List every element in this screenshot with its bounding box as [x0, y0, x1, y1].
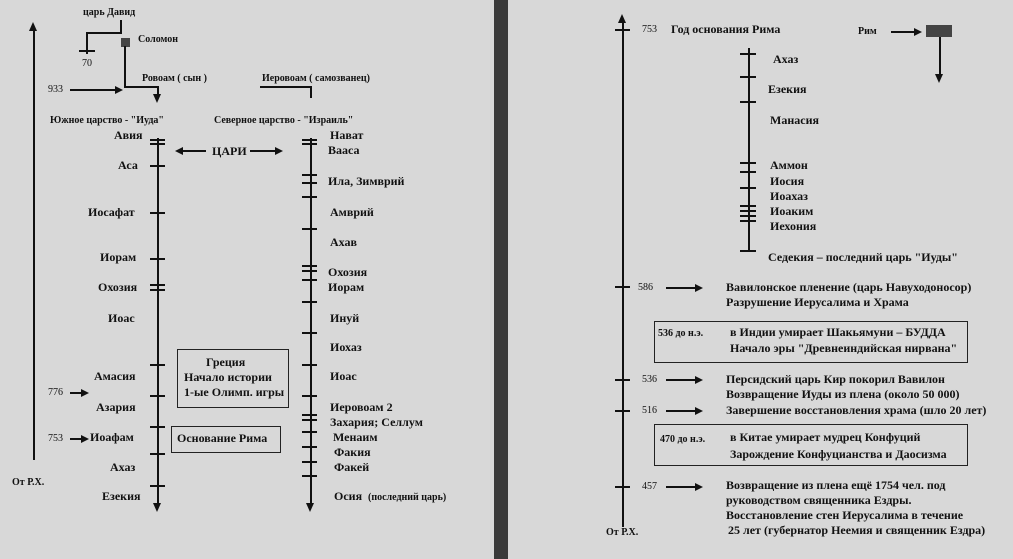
judah-axis	[157, 138, 159, 504]
arrow-536-head	[695, 376, 703, 384]
rome-marker	[926, 25, 952, 37]
label-457: 457	[642, 481, 657, 492]
rome-founding: Год основания Рима	[671, 22, 781, 36]
israel-tick-4b	[302, 270, 317, 272]
israel-tick-5	[302, 279, 317, 281]
line-david-h	[86, 32, 122, 34]
judah-tick-3	[150, 258, 165, 260]
judah-tick-7	[150, 426, 165, 428]
hosea-note: (последний царь)	[368, 492, 447, 503]
label-ierovoam: Иеровоам ( самозванец)	[262, 73, 370, 84]
judah-king-6: Амасия	[94, 369, 136, 383]
label-ad-right: От Р.Х.	[606, 527, 639, 538]
late-tick-3a	[740, 162, 756, 164]
judah-tick-2	[150, 212, 165, 214]
arrow-586-head	[695, 284, 703, 292]
israel-king-11: Захария; Селлум	[330, 415, 423, 429]
israel-tick-3	[302, 228, 317, 230]
label-rome: Рим	[858, 26, 877, 37]
label-ad-left: От Р.Х.	[12, 477, 45, 488]
label-776: 776	[48, 387, 63, 398]
event-536-line-1: Возвращение Иуды из плена (около 50 000)	[726, 387, 960, 401]
arrow-586-line	[666, 287, 696, 289]
rome-down-arrow	[935, 74, 943, 83]
tick-516	[615, 410, 630, 412]
event-457-line-3: 25 лет (губернатор Неемия и священник Ездра)	[728, 523, 986, 537]
israel-tick-9	[302, 395, 317, 397]
kings-arrow-right	[275, 147, 283, 155]
arrow-753-head	[81, 435, 89, 443]
right-timeline-panel	[508, 0, 1013, 559]
israel-tick-12a	[302, 446, 317, 448]
event-586-line-1: Разрушение Иерусалима и Храма	[726, 295, 909, 309]
israel-tick-0a	[302, 139, 317, 141]
label-516: 516	[642, 405, 657, 416]
line-david	[120, 20, 122, 32]
judah-king-7: Азария	[96, 400, 136, 414]
event-586-line-0: Вавилонское пленение (царь Навуходоносор)	[726, 280, 972, 294]
late-king-1: Езекия	[768, 82, 807, 96]
rome-arrow-line	[891, 31, 915, 33]
israel-king-15: Осия	[334, 489, 363, 503]
line-ierovoam-v	[310, 86, 312, 98]
buddha-box-label: 536 до н.э.	[658, 328, 704, 339]
late-tick-5a	[740, 205, 756, 207]
israel-tick-1b	[302, 182, 317, 184]
israel-king-8: Иохаз	[330, 340, 362, 354]
line-solomon	[124, 46, 126, 86]
arrow-933-line	[70, 89, 116, 91]
axis-arrow-up	[29, 22, 37, 31]
judah-king-3: Иорам	[100, 250, 137, 264]
judah-king-0: Авия	[114, 128, 143, 142]
rome-down-line	[939, 37, 941, 75]
late-king-0: Ахаз	[773, 52, 799, 66]
judah-tick-5	[150, 364, 165, 366]
israel-tick-0b	[302, 143, 317, 145]
israel-tick-10a	[302, 414, 317, 416]
judah-axis-arrow	[153, 503, 161, 512]
israel-king-0: Нават	[330, 128, 364, 142]
event-536-line-0: Персидский царь Кир покорил Вавилон	[726, 372, 945, 386]
judah-tick-4a	[150, 284, 165, 286]
tick-536	[615, 379, 630, 381]
late-tick-6a	[740, 215, 756, 217]
tick-753-right	[615, 29, 630, 31]
judah-tick-0b	[150, 143, 165, 145]
event-457-line-2: Восстановление стен Иерусалима в течение	[726, 508, 964, 522]
line-split	[124, 86, 158, 88]
israel-king-4: Ахав	[330, 235, 357, 249]
israel-king-9: Иоас	[330, 369, 357, 383]
israel-tick-6	[302, 301, 317, 303]
tick-70	[79, 50, 95, 52]
judah-king-1: Аса	[118, 158, 138, 172]
label-753-left: 753	[48, 433, 63, 444]
israel-tick-12b	[302, 461, 317, 463]
judah-king-4: Охозия	[98, 280, 138, 294]
rome-arrow-head	[914, 28, 922, 36]
line-ierovoam	[260, 86, 310, 88]
late-tick-0	[740, 53, 756, 55]
judah-king-9: Ахаз	[110, 460, 136, 474]
sedekia: Седекия – последний царь "Иуды"	[768, 250, 958, 264]
label-753-right: 753	[642, 24, 657, 35]
greece-line-0: Греция	[206, 355, 246, 369]
israel-king-14: Факей	[334, 460, 370, 474]
confucius-box-label: 470 до н.э.	[660, 434, 706, 445]
greece-line-2: 1-ые Олимп. игры	[184, 385, 285, 399]
label-david: царь Давид	[83, 7, 136, 18]
solomon-marker	[121, 38, 130, 47]
israel-king-3: Амврий	[330, 205, 374, 219]
axis-arrow-up-right	[618, 14, 626, 23]
panel-divider	[494, 0, 508, 559]
judah-king-10: Езекия	[102, 489, 141, 503]
israel-tick-10b	[302, 419, 317, 421]
label-kings: ЦАРИ	[212, 144, 247, 158]
label-536: 536	[642, 374, 657, 385]
israel-axis-arrow	[306, 503, 314, 512]
israel-king-5: Охозия	[328, 265, 368, 279]
event-457-line-0: Возвращение из плена ещё 1754 чел. под	[726, 478, 946, 492]
late-king-4: Иосия	[770, 174, 805, 188]
label-rovoam: Ровоам ( сын )	[142, 73, 207, 84]
israel-tick-14	[302, 475, 317, 477]
main-axis-left	[33, 30, 35, 460]
late-king-3: Аммон	[770, 158, 808, 172]
tick-586	[615, 286, 630, 288]
late-king-6: Иоаким	[770, 204, 814, 218]
label-586: 586	[638, 282, 653, 293]
rome-box-text: Основание Рима	[177, 431, 268, 445]
israel-tick-11	[302, 431, 317, 433]
late-tick-1	[740, 76, 756, 78]
judah-king-5: Иоас	[108, 311, 135, 325]
late-king-2: Манасия	[770, 113, 819, 127]
israel-king-12: Менаим	[333, 430, 378, 444]
late-tick-6b	[740, 220, 756, 222]
judah-tick-8	[150, 453, 165, 455]
greece-line-1: Начало истории	[184, 370, 272, 384]
label-solomon: Соломон	[138, 34, 178, 45]
judah-tick-9	[150, 485, 165, 487]
arrow-516-line	[666, 410, 696, 412]
tick-457	[615, 486, 630, 488]
judah-tick-1	[150, 165, 165, 167]
judah-tick-4b	[150, 289, 165, 291]
israel-king-1: Вааса	[328, 143, 360, 157]
late-tick-7	[740, 250, 756, 252]
israel-king-7: Инуй	[330, 311, 360, 325]
arrow-457-line	[666, 486, 696, 488]
israel-tick-8	[302, 364, 317, 366]
israel-king-6: Иорам	[328, 280, 365, 294]
event-516: Завершение восстановления храма (шло 20 лет)	[726, 403, 987, 417]
judah-king-8: Иоафам	[90, 430, 134, 444]
event-457-line-1: руководством священника Ездры.	[726, 493, 912, 507]
arrow-776-head	[81, 389, 89, 397]
israel-tick-7	[302, 332, 317, 334]
israel-king-10: Иеровоам 2	[330, 400, 393, 414]
israel-tick-4a	[302, 265, 317, 267]
israel-tick-1a	[302, 174, 317, 176]
label-north-kingdom: Северное царство - "Израиль"	[214, 115, 354, 126]
late-tick-4	[740, 187, 756, 189]
late-king-5: Иоахаз	[770, 189, 808, 203]
israel-axis	[310, 138, 312, 504]
buddha-line-0: в Индии умирает Шакьямуни – БУДДА	[730, 325, 946, 339]
late-king-7: Иехония	[770, 219, 817, 233]
late-tick-2	[740, 101, 756, 103]
judah-tick-0a	[150, 139, 165, 141]
israel-king-13: Факия	[334, 445, 371, 459]
israel-king-2: Ила, Зимврий	[328, 174, 405, 188]
israel-tick-2	[302, 196, 317, 198]
judah-king-2: Иосафат	[88, 205, 135, 219]
buddha-line-1: Начало эры "Древнеиндийская нирвана"	[730, 341, 958, 355]
label-933: 933	[48, 84, 63, 95]
kings-arrow-right-line	[250, 150, 276, 152]
arrow-457-head	[695, 483, 703, 491]
arrow-to-south	[153, 94, 161, 103]
label-south-kingdom: Южное царство - "Иуда"	[50, 115, 164, 126]
arrow-536-line	[666, 379, 696, 381]
label-70: 70	[82, 58, 92, 69]
confucius-line-1: Зарождение Конфуцианства и Даосизма	[730, 447, 947, 461]
kings-arrow-left-line	[182, 150, 206, 152]
late-tick-5b	[740, 210, 756, 212]
arrow-516-head	[695, 407, 703, 415]
judah-tick-6	[150, 395, 165, 397]
arrow-933-head	[115, 86, 123, 94]
late-tick-3b	[740, 171, 756, 173]
left-timeline-panel	[0, 0, 494, 559]
main-axis-right	[622, 22, 624, 527]
confucius-line-0: в Китае умирает мудрец Конфуций	[730, 430, 921, 444]
